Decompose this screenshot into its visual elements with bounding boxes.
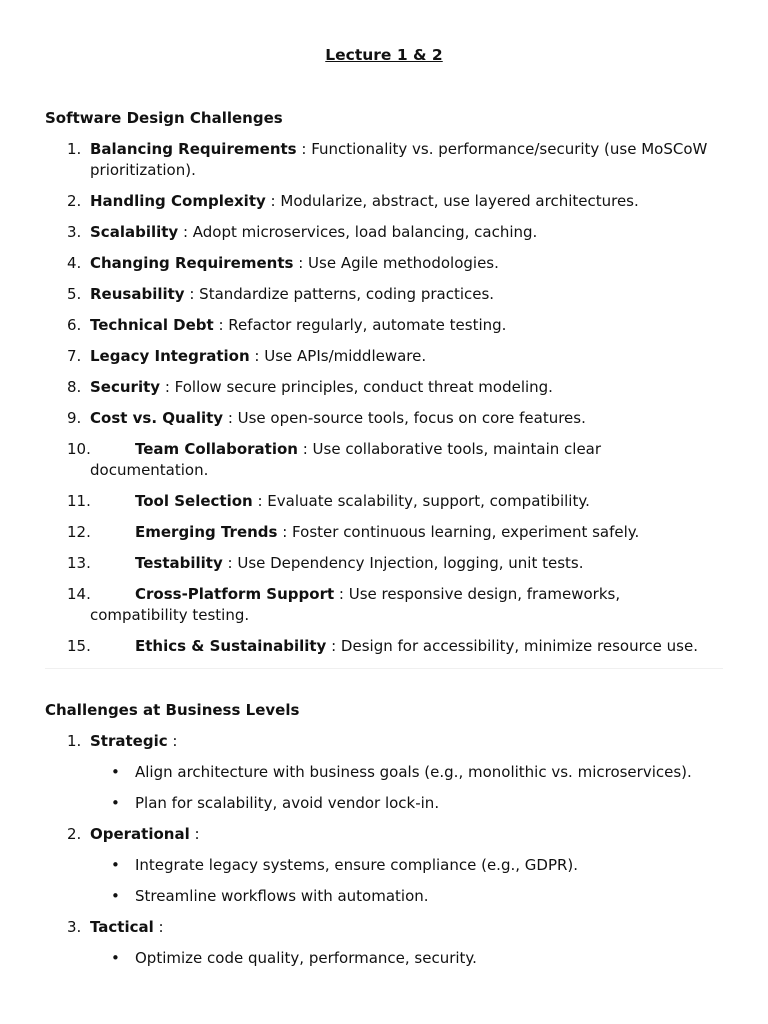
list-item xyxy=(0,284,768,305)
list-number: 6. xyxy=(67,316,82,334)
item-term: Tactical xyxy=(90,918,154,936)
list-item xyxy=(0,522,768,543)
list-item xyxy=(0,553,768,574)
bullet-text: Integrate legacy systems, ensure compliance (e.g., GDPR). xyxy=(135,856,579,874)
list-number: 13. xyxy=(67,554,91,572)
item-description: : Use Agile methodologies. xyxy=(293,254,499,272)
item-description: : Use Dependency Injection, logging, unit tests. xyxy=(222,554,584,572)
list-item xyxy=(0,346,768,367)
item-term: Team Collaboration xyxy=(135,440,298,458)
item-term: Cross-Platform Support xyxy=(135,585,335,603)
list-item xyxy=(0,408,768,429)
list-number: 12. xyxy=(67,523,91,541)
item-description: : Use collaborative tools, maintain clear documentation. xyxy=(90,440,602,479)
list-item xyxy=(0,731,768,752)
item-description: : Follow secure principles, conduct threat modeling. xyxy=(160,378,553,396)
item-term: Testability xyxy=(135,554,223,572)
item-description: : Use open-source tools, focus on core features. xyxy=(223,409,586,427)
bullet-icon: • xyxy=(111,856,120,874)
bullet-text: Streamline workflows with automation. xyxy=(135,887,429,905)
bullet-icon: • xyxy=(111,794,120,812)
list-number: 15. xyxy=(67,637,91,655)
sub-bullet-list xyxy=(0,855,768,906)
list-item xyxy=(0,491,768,512)
business-levels-list xyxy=(0,731,768,979)
item-description: : Evaluate scalability, support, compatibility. xyxy=(252,492,590,510)
list-number: 2. xyxy=(67,192,82,210)
list-number: 1. xyxy=(67,732,82,750)
list-number: 2. xyxy=(67,825,82,843)
list-item xyxy=(0,222,768,243)
sub-bullet-list xyxy=(0,762,768,813)
page-title: Lecture 1 & 2 xyxy=(325,46,443,64)
list-number: 9. xyxy=(67,409,82,427)
sub-bullet-container xyxy=(0,855,768,906)
bullet-icon: • xyxy=(111,949,120,967)
list-number: 1. xyxy=(67,140,82,158)
item-description: : xyxy=(167,732,178,750)
item-term: Tool Selection xyxy=(135,492,253,510)
design-challenges-list xyxy=(0,139,768,667)
bullet-text: Align architecture with business goals (e.g., monolithic vs. microservices). xyxy=(135,763,692,781)
list-number: 7. xyxy=(67,347,82,365)
list-item xyxy=(0,584,768,626)
item-description: : xyxy=(189,825,200,843)
item-description: : Adopt microservices, load balancing, caching. xyxy=(178,223,538,241)
section-heading-business-levels: Challenges at Business Levels xyxy=(45,701,300,719)
list-item xyxy=(0,636,768,657)
bullet-item xyxy=(0,762,768,782)
sub-bullet-container xyxy=(0,762,768,813)
item-term: Strategic xyxy=(90,732,168,750)
item-term: Reusability xyxy=(90,285,185,303)
item-term: Balancing Requirements xyxy=(90,140,297,158)
item-term: Emerging Trends xyxy=(135,523,278,541)
item-term: Scalability xyxy=(90,223,179,241)
list-number: 4. xyxy=(67,254,82,272)
list-number: 14. xyxy=(67,585,91,603)
list-item xyxy=(0,917,768,938)
list-item xyxy=(0,824,768,845)
item-term: Changing Requirements xyxy=(90,254,294,272)
item-description: : Design for accessibility, minimize resource use. xyxy=(326,637,698,655)
item-term: Handling Complexity xyxy=(90,192,266,210)
bullet-text: Optimize code quality, performance, security. xyxy=(135,949,477,967)
list-number: 3. xyxy=(67,223,82,241)
list-item xyxy=(0,439,768,481)
bullet-icon: • xyxy=(111,763,120,781)
item-description: : Use APIs/middleware. xyxy=(249,347,427,365)
item-description: : Functionality vs. performance/security (use MoSCoW prioritization). xyxy=(90,140,708,179)
item-description: : Foster continuous learning, experiment safely. xyxy=(277,523,640,541)
item-term: Technical Debt xyxy=(90,316,214,334)
bullet-item xyxy=(0,948,768,968)
list-item xyxy=(0,253,768,274)
bullet-item xyxy=(0,793,768,813)
bullet-text: Plan for scalability, avoid vendor lock-in. xyxy=(135,794,440,812)
list-number: 5. xyxy=(67,285,82,303)
list-item xyxy=(0,315,768,336)
bullet-item xyxy=(0,855,768,875)
list-number: 3. xyxy=(67,918,82,936)
list-number: 11. xyxy=(67,492,91,510)
item-term: Operational xyxy=(90,825,190,843)
list-number: 10. xyxy=(67,440,91,458)
item-description: : Refactor regularly, automate testing. xyxy=(213,316,507,334)
item-term: Ethics & Sustainability xyxy=(135,637,327,655)
item-description: : xyxy=(153,918,164,936)
sub-bullet-list xyxy=(0,948,768,968)
item-term: Cost vs. Quality xyxy=(90,409,224,427)
sub-bullet-container xyxy=(0,948,768,968)
list-item xyxy=(0,377,768,398)
item-description: : Standardize patterns, coding practices. xyxy=(184,285,495,303)
item-term: Legacy Integration xyxy=(90,347,250,365)
list-item xyxy=(0,191,768,212)
item-description: : Modularize, abstract, use layered architectures. xyxy=(265,192,639,210)
list-number: 8. xyxy=(67,378,82,396)
item-description: : Use responsive design, frameworks, compatibility testing. xyxy=(90,585,621,624)
section-divider xyxy=(45,668,723,669)
list-item xyxy=(0,139,768,181)
item-term: Security xyxy=(90,378,161,396)
bullet-icon: • xyxy=(111,887,120,905)
section-heading-design-challenges: Software Design Challenges xyxy=(45,109,283,127)
bullet-item xyxy=(0,886,768,906)
